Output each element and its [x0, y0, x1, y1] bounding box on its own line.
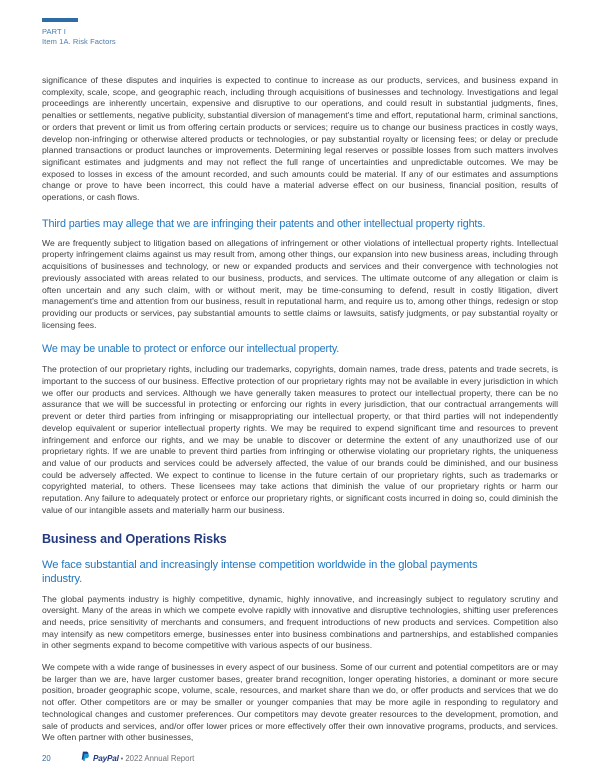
report-title: 2022 Annual Report [125, 753, 195, 763]
page-header [42, 0, 558, 47]
paypal-wordmark: PayPal [93, 753, 119, 763]
heading-protect-ip: We may be unable to protect or enforce our intellectual property. [42, 343, 340, 356]
intro-paragraph: significance of these disputes and inquiries is expected to continue to increase as our products, services, and business expand in complexity, scale, scope, and geographic reach, including through acquisitions of businesses and technology. Investigations and legal proceedings are inherently uncertain, expensive and disruptive to our operations, and could result in substantial judgments, fines, penalties or settlements, negative publicity, substantial diversion of management's time and effort, reputational harm, criminal sanctions, or orders that prevent or limit us from offering certain products or services; require us to change our business practices in costly ways, develop non-infringing or otherwise altered products or technologies, or pay substantial royalty or licensing fees; or delay or preclude planned transactions or product launches or improvements. Determining legal reserves or possible losses from such matters involves significant estimates and judgments and may not reflect the full range of uncertainties and unpredictable outcomes. We may be exposed to losses in excess of the amount recorded, and such amounts could be material. If any of our estimates and assumptions change or prove to have been incorrect, this could have a material adverse effect on our business, financial position, results of operations, or cash flows. [42, 75, 558, 203]
header-accent-bar [42, 18, 78, 22]
heading-competition: We face substantial and increasingly intense competition worldwide in the global payments industry. [42, 558, 478, 585]
heading-third-parties-ip: Third parties may allege that we are infringing their patents and other intellectual property rights. [42, 217, 486, 230]
paypal-logo-icon [80, 749, 89, 767]
footer-separator: • [120, 753, 124, 763]
page-footer [42, 749, 558, 767]
paragraph-competitors: We compete with a wide range of businesses in every aspect of our business. Some of our current and potential competitors are or may be larger than we are, have larger customer bases, greater brand recognition, longer operating histories, a dominant or more secure position, broader geographic scope, volume, scale, resources, and market share than we do, or offer products and services that we do not offer. Other competitors are or may be smaller or younger companies that may be more agile in responding to regulatory and technological changes and customer preferences. Our competitors may devote greater resources to the development, promotion, and sale of products and services, and/or offer lower prices or more effectively offer their own innovative programs, products, and services. We often partner with other businesses, [42, 662, 558, 743]
part-label: PART I [42, 27, 66, 36]
footer-brand [80, 749, 119, 767]
paragraph-global-payments: The global payments industry is highly competitive, dynamic, highly innovative, and increasingly subject to regulatory scrutiny and oversight. Many of the areas in which we compete evolve rapidly with innovative and disruptive technologies, shifting user preferences and needs, price sensitivity of merchants and consumers, and frequent introductions of new products and services. Competition also may intensify as new competitors emerge, businesses enter into business combinations and partnerships, and established companies in other segments expand to become competitive with various aspects of our business. [42, 593, 558, 651]
paragraph-proprietary-rights: The protection of our proprietary rights, including our trademarks, copyrights, domain names, trade dress, patents and trade secrets, is important to the success of our business. Effective protection of our proprietary rights may not be available in every jurisdiction in which we offer our products and services. Although we have generally taken measures to protect our intellectual property, there can be no assurance that we will be successful in protecting or enforcing our rights in every jurisdiction, that our contractual arrangements will prevent or deter third parties from infringing or misappropriating our intellectual property, or that third parties will not independently develop equivalent or superior intellectual property rights. We may be required to expend significant time and resources to prevent infringement and enforce our rights, and we may be unable to discover or determine the extent of any unauthorized use of our proprietary rights. If we are unable to prevent third parties from infringing or otherwise violating our proprietary rights, the uniqueness and value of our products and services could be adversely affected, the value of our brands could be diminished, and our business could be adversely affected. We expect to continue to license in the future certain of our proprietary rights, such as trademarks or copyrighted material, to others. These licensees may take actions that diminish the value of our proprietary rights or harm our reputation. Any failure to adequately protect or enforce our proprietary rights, or significant costs incurred in doing so, could diminish the value of our intangible assets and materially harm our business. [42, 364, 558, 515]
paragraph-ip-infringement: We are frequently subject to litigation based on allegations of infringement or other violations of intellectual property rights. Intellectual property infringement claims against us may result from, among other things, our expansion into new business areas, including through acquisitions of businesses and technology, or new or expanded products and services and their convergence with technologies not previously associated with areas related to our business, products, and services. The ultimate outcome of any allegation or claim is often uncertain and any such claim, with or without merit, may be time-consuming to defend, result in costly litigation, divert management's time and attention from our business, result in reputational harm, and require us to, among other things, redesign or stop providing our products or services, pay substantial amounts to settle claims or lawsuits, satisfy judgments, or pay substantial royalty or licensing fees. [42, 237, 558, 330]
page-number: 20 [42, 753, 51, 763]
item-label: Item 1A. Risk Factors [42, 37, 116, 46]
section-heading-business-operations-risks: Business and Operations Risks [42, 531, 227, 546]
